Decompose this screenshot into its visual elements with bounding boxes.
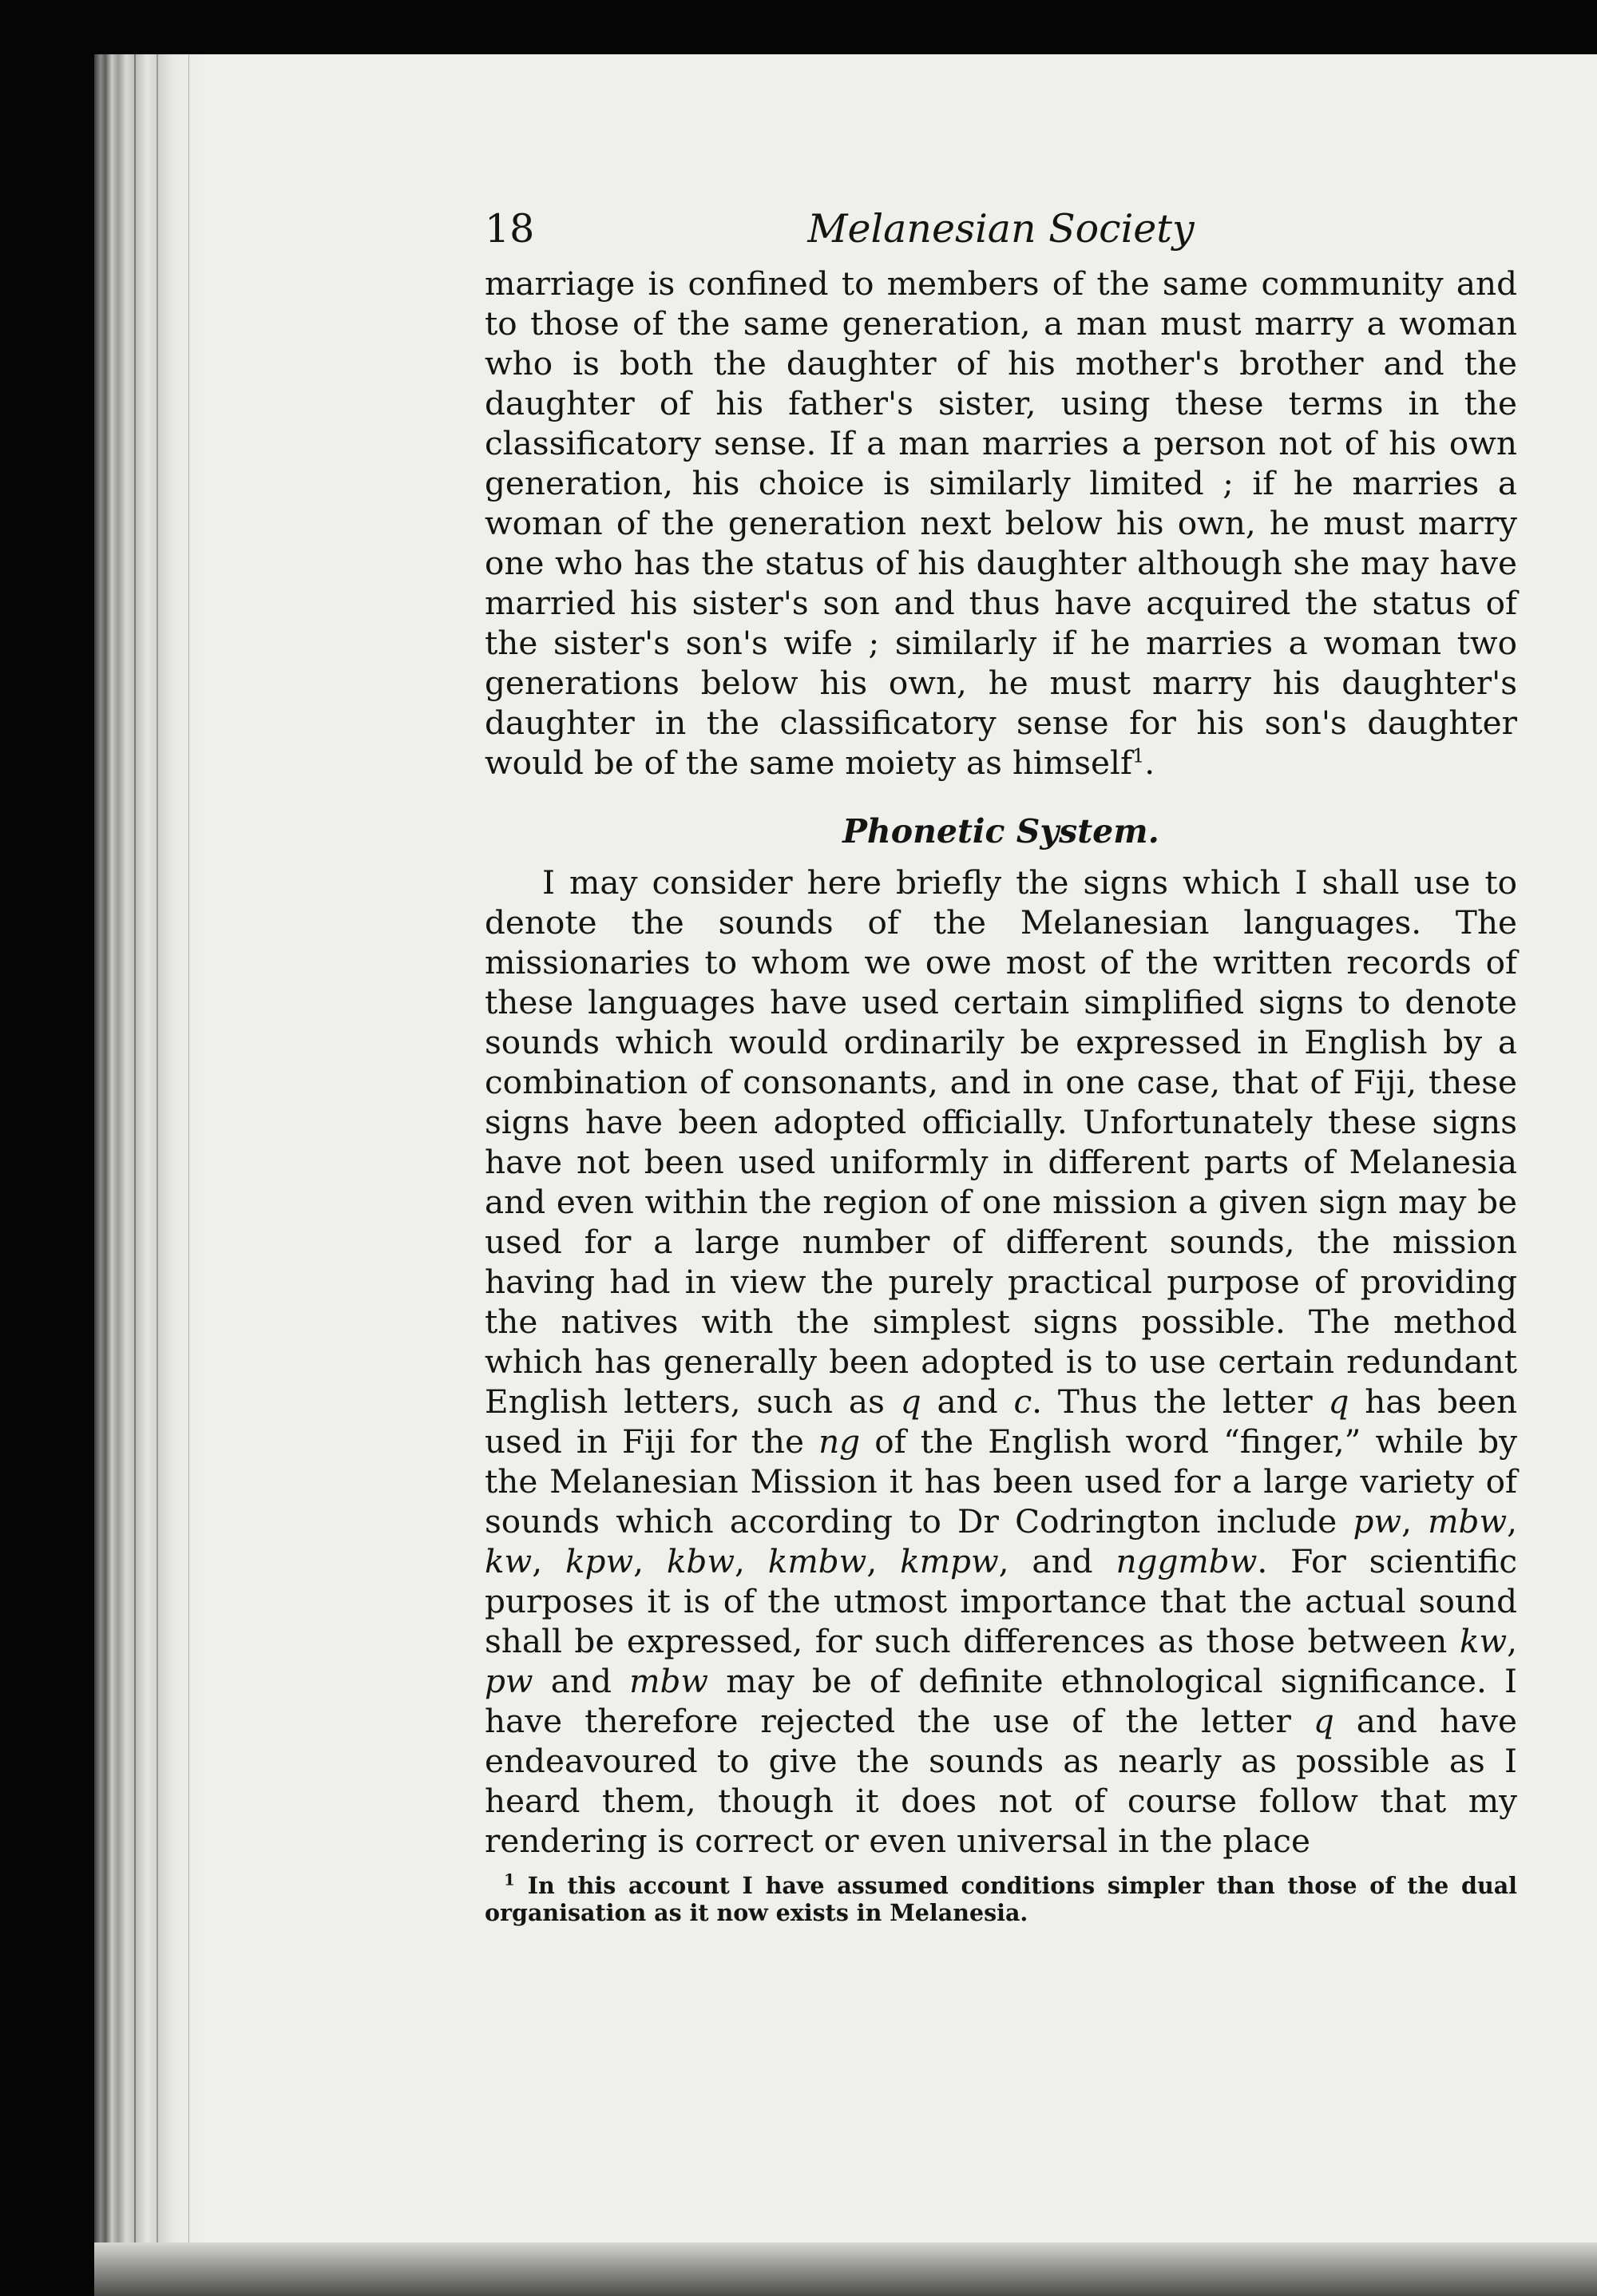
text-run: has been used in Fiji for the bbox=[485, 1382, 1518, 1461]
italic-sound: kpw bbox=[565, 1542, 634, 1580]
paragraph-text: marriage is confined to members of the same community and to those of the same generation, a man must marry a woman who is both the daughter of his mother's brother and the daughter of his father's sister, using these terms in the classificatory sense. If a man marries a person not of his own generation, his choice is similarly limited ; if he marries a woman of the generation next below his own, he must marry one who has the status of his daughter although she may have married his sister's son and thus have acquired the status of the sister's son's wife ; similarly if he marries a woman two generations below his own, he must marry his daughter's daughter in the classificatory sense for his son's daughter would be of the same moiety as himself bbox=[485, 264, 1517, 782]
text-run: . For scientific purposes it is of the utmost importance that the actual sound shall be expressed, for such differences as those between bbox=[485, 1542, 1518, 1660]
italic-sound: pw bbox=[485, 1662, 533, 1700]
text-run: may be of definite ethnological significance. I have therefore rejected the use of the letter bbox=[485, 1662, 1518, 1740]
text-run: and have endeavoured to give the sounds as nearly as possible as I heard them, though it does not of course follow that my rendering is correct or even universal in the place bbox=[485, 1702, 1518, 1860]
italic-sound: kmbw bbox=[767, 1542, 867, 1580]
italic-sound: kw bbox=[1459, 1622, 1508, 1660]
footnote-marker: 1 bbox=[504, 1870, 515, 1890]
italic-sound: nggmbw bbox=[1116, 1542, 1258, 1580]
text-run: and bbox=[1032, 1542, 1093, 1580]
italic-sound: ng bbox=[818, 1422, 861, 1461]
text-run: and bbox=[550, 1662, 612, 1700]
paragraph-phonetic-system: I may consider here briefly the signs which I shall use to denote the sounds of the Melanesian languages. The missionaries to whom we owe most of the written records of these languages have used certain simplified signs to denote sounds which would ordinarily be expressed in English by a combination of consonants, and in one case, that of Fiji, these signs have been adopted officially. Unfortunately these signs have not been used uniformly in different parts of Melanesia and even within the region of one mission a given sign may be used for a large number of different sounds, the mission having had in view the purely practical purpose of providing the natives with the simplest signs possible. The method which has generally been adopted is to use certain redundant English letters, such as q and c. Thus the letter q has been used in Fiji for the ng of the English word “finger,” while by the Melanesian Mission it has been used for a large variety of sounds which according to Dr Codrington include pw, mbw, kw, kpw, kbw, kmbw, kmpw, and nggmbw. For scientific purposes it is of the utmost importance that the actual sound shall be expressed, for such differences as those between kw, pw and mbw may be of definite ethnological significance. I have therefore rejected the use of the letter q and have endeavoured to give the sounds as nearly as possible as I heard them, though it does not of course follow that my rendering is correct or even universal in the place bbox=[485, 863, 1518, 1860]
text-run: I may consider here briefly the signs which I shall use to denote the sounds of the Melanesian languages. The missionaries to whom we owe most of the written records of these languages have used certain simplified signs to denote sounds which would ordinarily be expressed in English by a combination of consonants, and in one case, that of Fiji, these signs have been adopted officially. Unfortunately these signs have not been used uniformly in different parts of Melanesia and even within the region of one mission a given sign may be used for a large number of different sounds, the mission having had in view the purely practical purpose of providing the natives with the simplest signs possible. The method which has generally been adopted is to use certain redundant English letters, such as bbox=[485, 863, 1517, 1421]
italic-letter: c bbox=[1013, 1382, 1032, 1421]
page-bottom-shadow bbox=[94, 2242, 1597, 2296]
gutter-line bbox=[134, 54, 136, 2296]
italic-sound: kmpw bbox=[900, 1542, 999, 1580]
page-header bbox=[485, 200, 1517, 264]
italic-letter: q bbox=[900, 1382, 921, 1421]
gutter-line bbox=[157, 54, 158, 2296]
book-spine-gutter bbox=[94, 54, 206, 2296]
page-number: 18 bbox=[485, 206, 535, 252]
text-run: and bbox=[937, 1382, 998, 1421]
italic-sound: pw bbox=[1353, 1502, 1402, 1541]
text-run: of the English word “finger,” while by the Melanesian Mission it has been used for a large variety of sounds which according to Dr Codrington include bbox=[485, 1422, 1518, 1541]
italic-sound: kw bbox=[485, 1542, 533, 1580]
italic-sound: mbw bbox=[1428, 1502, 1508, 1541]
paragraph-marriage bbox=[485, 264, 1517, 783]
running-title: Melanesian Society bbox=[807, 206, 1195, 252]
text-run: . Thus the letter bbox=[1032, 1382, 1313, 1421]
italic-sound: kbw bbox=[666, 1542, 735, 1580]
footnote-reference: 1 bbox=[1131, 744, 1145, 767]
italic-letter: q bbox=[1313, 1702, 1334, 1740]
footnote-text: In this account I have assumed conditions simpler than those of the dual organisation as it now exists in Melanesia. bbox=[485, 1872, 1517, 1926]
italic-letter: q bbox=[1328, 1382, 1349, 1421]
gutter-line bbox=[188, 54, 189, 2296]
footnote bbox=[485, 1872, 1517, 1926]
paragraph-end: . bbox=[1144, 744, 1155, 782]
text-block bbox=[485, 200, 1517, 1926]
section-heading: Phonetic System. bbox=[842, 812, 1159, 851]
italic-sound: mbw bbox=[629, 1662, 709, 1700]
